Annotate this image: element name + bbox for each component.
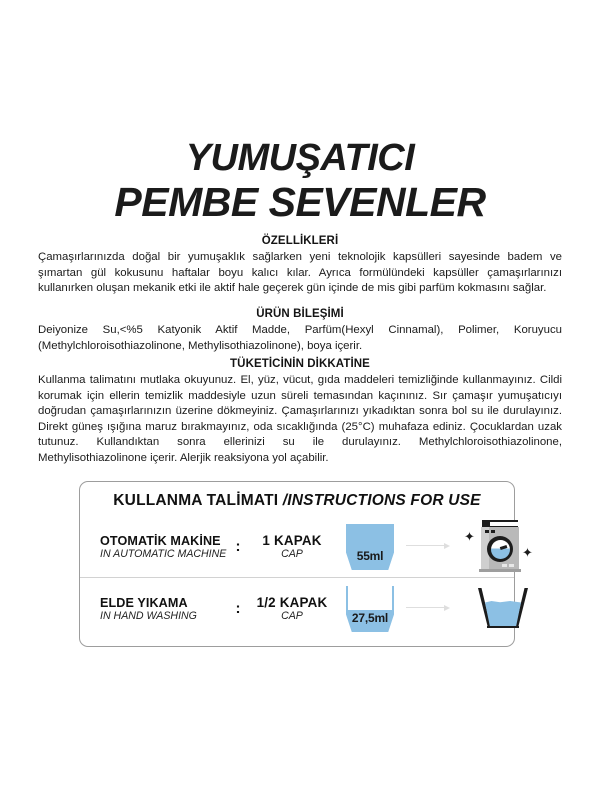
usage-dose-tr: 1 KAPAK (262, 533, 322, 548)
washing-machine-button-1 (485, 530, 489, 533)
usage-cap-cell-hand (340, 578, 402, 639)
section-consumer-warning (38, 357, 562, 467)
usage-icon-cell-hand (458, 578, 514, 639)
instructions-title-en: /INSTRUCTIONS FOR USE (282, 492, 481, 509)
usage-row-hand-washing (80, 577, 514, 639)
usage-row-automatic-machine (80, 516, 533, 577)
cap-body-shape (346, 524, 394, 570)
measuring-cap-icon (346, 524, 394, 570)
usage-label-hand-washing (80, 596, 232, 622)
measuring-cap-half-icon (346, 586, 394, 632)
basin-base (487, 626, 519, 628)
section-composition (38, 307, 562, 354)
product-title-line-2: PEMBE SEVENLER (114, 179, 486, 225)
basin-water (485, 601, 521, 627)
usage-icon-cell-automatic (458, 516, 533, 577)
usage-colon-separator: : (235, 600, 241, 617)
washing-machine-button-2 (491, 530, 495, 533)
washing-machine-top-panel (482, 520, 518, 527)
washing-machine-base (479, 569, 521, 572)
washing-machine-icon (478, 520, 522, 574)
product-title (0, 137, 600, 225)
section-features-body: Çamaşırlarınızda doğal bir yumuşaklık sağlarken yeni teknolojik kapsülleri sayesinde badem ve şımartan gül kokusunu haftalar boyu kalıcı kılar. Ayrıca formülündeki kapsüller çamaşırlarınızı kullanırken oluşan mekanik etki ile aktif hale geçerek gün içinde de mis gibi parfüm kokmasını sağlar. (38, 251, 562, 295)
usage-colon-separator: : (235, 538, 241, 555)
arrow-head (444, 543, 450, 549)
usage-dose-en: CAP (281, 610, 303, 622)
section-consumer-warning-heading: TÜKETİCİNİN DİKKATİNE (230, 358, 370, 370)
usage-cap-cell-automatic (340, 516, 402, 577)
arrow-right-icon (406, 604, 452, 611)
usage-label-en: IN AUTOMATIC MACHINE (100, 547, 227, 560)
arrow-right-icon (406, 542, 452, 549)
product-title-line-1: YUMUŞATICI (185, 137, 415, 179)
hand-wash-basin-icon (478, 588, 528, 628)
usage-dose-en: CAP (281, 548, 303, 560)
cap-body-shape (346, 586, 394, 632)
sparkle-icon-right: ✦ (522, 545, 533, 560)
usage-dose-hand-washing (244, 595, 340, 622)
arrow-shaft (406, 607, 446, 608)
usage-label-tr: OTOMATİK MAKİNE (100, 533, 221, 548)
section-composition-heading: ÜRÜN BİLEŞİMİ (256, 308, 344, 320)
instructions-for-use-box (79, 481, 533, 647)
washing-machine-vent-1 (502, 564, 507, 567)
instructions-title (80, 482, 514, 510)
washing-machine-top-inset (490, 522, 518, 526)
arrow-head (444, 605, 450, 611)
cap-volume-label: 27,5ml (351, 611, 389, 625)
section-consumer-warning-body: Kullanma talimatını mutlaka okuyunuz. El, yüz, vücut, gıda maddeleri temizliğinde kullanmayınız. Cildi korumak için ellerin temizlik maddesiyle uzun süreli temasından kaçınınız. Sır çamaşır yumuşatıcıyı doğrudan çamaşırlarınızın üzerine dökmeyiniz. Çamaşırlarınızı yıkadıktan sonra bol su ile durulayınız. Direkt güneş ışığına maruz bırakmayınız, oda sıcaklığında (25°C) muhafaza ediniz. Çocuklardan uzak tutunuz. Kullandıktan sonra ellerinizi su ile durulayınız. Methylchloroisothiazolinone, Methylisothiazolinone içerir. Alerjik reaksiyona yol açabilir. (38, 374, 562, 464)
section-features (38, 234, 562, 297)
usage-arrow-cell-hand (402, 578, 458, 639)
cap-volume-label: 55ml (356, 549, 384, 563)
instructions-rows (80, 516, 533, 639)
usage-label-automatic-machine (80, 534, 232, 560)
washing-machine-drum-window (491, 540, 510, 559)
section-features-heading: ÖZELLİKLERİ (261, 235, 339, 247)
sparkle-icon-left: ✦ (464, 529, 475, 544)
section-composition-body: Deiyonize Su,<%5 Katyonik Aktif Madde, Parfüm(Hexyl Cinnamal), Polimer, Koruyucu (Methylchloroisothiazolinone, Methylisothiazolinone), boya içerir. (38, 324, 562, 352)
usage-arrow-cell-automatic (402, 516, 458, 577)
usage-dose-automatic-machine (244, 533, 340, 560)
washing-machine-vent-2 (509, 564, 514, 567)
usage-label-tr: ELDE YIKAMA (100, 595, 188, 610)
instructions-title-tr: KULLANMA TALİMATI (113, 492, 283, 509)
washing-machine-door (487, 536, 513, 562)
arrow-shaft (406, 545, 446, 546)
usage-label-en: IN HAND WASHING (100, 609, 197, 622)
laundry-item-shape (499, 544, 506, 549)
usage-dose-tr: 1/2 KAPAK (256, 595, 328, 610)
